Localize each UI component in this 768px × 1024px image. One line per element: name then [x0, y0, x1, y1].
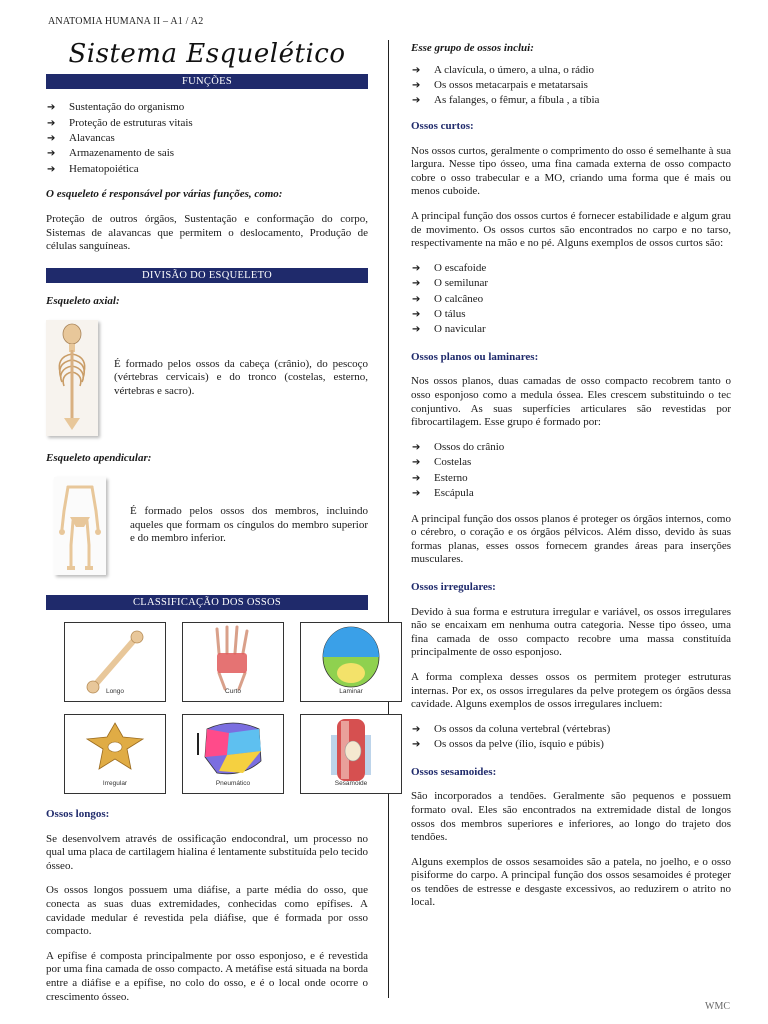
ossos-planos-p2: A principal função dos ossos planos é proteger os órgãos internos, como o cérebro, o coração e os órgãos pélvicos. Além disso, devido às suas formas planas, esses ossos fornecem grandes áreas para inserções musculares.: [411, 512, 731, 566]
left-column: [46, 40, 368, 1015]
ossos-curtos-p2: A principal função dos ossos curtos é fornecer estabilidade e algum grau de movimento. Os ossos curtos são encontrados no carpo e no tarso, respectivamente na mão e no pé. Alguns exemplos de ossos curtos são:: [411, 209, 731, 250]
long-bones-list: [411, 64, 731, 108]
axial-row: [46, 320, 368, 436]
ossos-irregulares-heading: Ossos irregulares:: [411, 580, 496, 593]
list-item: ➔ Sustentação do organismo: [47, 101, 185, 114]
ossos-sesamoides-p2: Alguns exemplos de ossos sesamoides são a patela, no joelho, e o osso pisiforme do carpo. A principal função dos ossos sesamoides é proteger os tendões de estresse e desgaste excessivos, ao reduzirem o atrito no local.: [411, 855, 731, 909]
arrow-right-icon: ➔: [47, 148, 56, 160]
list-item: ➔ O semilunar: [412, 277, 489, 290]
caption-sesamoide: Sesamoide: [334, 779, 368, 787]
group-intro: Esse grupo de ossos inclui:: [411, 42, 534, 54]
list-item: ➔ O escafoide: [412, 261, 487, 274]
arrow-right-icon: ➔: [412, 79, 421, 91]
arrow-right-icon: ➔: [412, 457, 421, 469]
arrow-right-icon: ➔: [412, 262, 421, 274]
ossos-sesamoides-heading: Ossos sesamoides:: [411, 765, 497, 778]
caption-longo: Longo: [105, 687, 125, 695]
arrow-right-icon: ➔: [412, 64, 421, 76]
axial-label: Esqueleto axial:: [46, 295, 120, 308]
arrow-right-icon: ➔: [412, 324, 421, 336]
apend-text: É formado pelos ossos dos membros, incluindo aqueles que formam os cíngulos do membro superior e do membro inferior.: [130, 505, 368, 545]
document-footer: WMC: [705, 1001, 730, 1012]
arrow-right-icon: ➔: [47, 163, 56, 175]
caption-curto: Curto: [225, 687, 241, 695]
list-item: ➔ Ossos do crânio: [412, 440, 505, 453]
arrow-right-icon: ➔: [412, 472, 421, 484]
ossos-planos-heading: Ossos planos ou laminares:: [411, 350, 539, 363]
bone-type-card-longo: [64, 622, 166, 702]
arrow-right-icon: ➔: [412, 293, 421, 305]
bone-type-card-sesamoide: [300, 714, 402, 794]
ossos-sesamoides-p1: São incorporados a tendões. Geralmente são pequenos e possuem formato oval. Eles são encontrados na extremidade distal de longos ossos dos membros superiores e inferiores, ao longo do trajeto dos tendões.: [411, 790, 731, 844]
appendicular-skeleton-image: [54, 477, 106, 575]
section-bar-funcoes: FUNÇÕES: [46, 74, 368, 90]
arrow-right-icon: ➔: [47, 132, 56, 144]
ossos-longos-p1: Se desenvolvem através de ossificação endocondral, um processo no qual uma placa de cartilagem hialina é lentamente substituída pelo tecido ósseo.: [46, 832, 368, 872]
funcoes-list: [46, 101, 368, 176]
flat-bones-list: [411, 441, 731, 501]
bone-type-card-laminar: [300, 622, 402, 702]
caption-irregular: Irregular: [102, 779, 128, 787]
arrow-right-icon: ➔: [412, 739, 421, 751]
ossos-irregulares-p2: A forma complexa desses ossos os permitem proteger estruturas internas. Por ex, os ossos irregulares da pelve protegem os órgãos dessa cavidade. Alguns exemplos de ossos irregulares incluem:: [411, 670, 731, 711]
bone-type-card-pneumatico: [182, 714, 284, 794]
document-header: ANATOMIA HUMANA II – A1 / A2: [48, 16, 204, 27]
page-title: Sistema Esquelético: [68, 39, 346, 69]
apend-label: Esqueleto apendicular:: [46, 451, 152, 464]
arrow-right-icon: ➔: [412, 278, 421, 290]
list-item: ➔ Esterno: [412, 471, 468, 484]
ossos-longos-heading: Ossos longos:: [46, 808, 110, 821]
ossos-curtos-heading: Ossos curtos:: [411, 119, 474, 132]
list-item: ➔ O tálus: [412, 307, 466, 320]
arrow-right-icon: ➔: [47, 102, 56, 114]
list-item: ➔ Os ossos metacarpais e metatarsais: [412, 78, 588, 91]
short-bones-list: [411, 262, 731, 337]
bone-types-grid: [64, 622, 368, 794]
list-item: ➔ O calcâneo: [412, 292, 484, 305]
ossos-longos-p2: Os ossos longos possuem uma diáfise, a parte média do osso, que conecta as suas duas extremidades, conhecidas como epífises. A cavidade medular é revestida pela diáfise, que é formada por osso compacto.: [46, 884, 368, 938]
column-divider: [388, 40, 389, 998]
arrow-right-icon: ➔: [412, 308, 421, 320]
irregular-bones-list: [411, 723, 731, 752]
list-item: ➔ Escápula: [412, 487, 474, 500]
caption-laminar: Laminar: [339, 687, 363, 695]
funcoes-text: Proteção de outros órgãos, Sustentação e conformação do corpo, Sistemas de alavancas que permitem o deslocamento, Produção de células sanguíneas.: [46, 212, 368, 253]
axial-text: É formado pelos ossos da cabeça (crânio), do pescoço (vértebras cervicais) e do tronco (costelas, esterno, vértebras e sacro).: [114, 357, 368, 397]
list-item: ➔ Proteção de estruturas vitais: [47, 116, 193, 129]
caption-pneumatico: Pneumático: [215, 779, 251, 787]
ossos-curtos-p1: Nos ossos curtos, geralmente o comprimento do osso é semelhante à sua largura. Nesse tipo ósseo, uma fina camada externa de osso compacto cobre o osso trabecular e a MO, criando uma forma que é mais ou menos cuboide.: [411, 144, 731, 198]
list-item: ➔ Costelas: [412, 456, 472, 469]
list-item: ➔ O navicular: [412, 323, 486, 336]
ossos-longos-p3: A epífise é composta principalmente por osso esponjoso, e é revestida por uma fina camada de osso compacto. A metáfise está situada na borda entre a diáfise e a epífise, no colo do osso, e é o local onde ocorre o crescimento ósseo.: [46, 949, 368, 1003]
arrow-right-icon: ➔: [412, 441, 421, 453]
apend-row: [46, 477, 368, 575]
list-item: ➔ A clavícula, o úmero, a ulna, o rádio: [412, 63, 595, 76]
right-column: [411, 42, 731, 921]
axial-skeleton-image: [46, 320, 98, 436]
list-item: ➔ Os ossos da pelve (ílio, ísquio e púbis): [412, 738, 604, 751]
funcoes-lead: O esqueleto é responsável por várias funções, como:: [46, 188, 283, 201]
list-item: ➔ Os ossos da coluna vertebral (vértebras): [412, 722, 611, 735]
bone-type-card-curto: [182, 622, 284, 702]
list-item: ➔ Alavancas: [47, 131, 115, 144]
arrow-right-icon: ➔: [412, 723, 421, 735]
ossos-irregulares-p1: Devido à sua forma e estrutura irregular e variável, os ossos irregulares não se encaixam em nenhuma outra categoria. Nesse tipo ósseo, uma fina camada de osso compacto recobre uma massa constituída principalmente de osso esponjoso.: [411, 605, 731, 659]
arrow-right-icon: ➔: [47, 117, 56, 129]
bone-type-card-irregular: [64, 714, 166, 794]
section-bar-divisao: DIVISÃO DO ESQUELETO: [46, 268, 368, 284]
arrow-right-icon: ➔: [412, 488, 421, 500]
list-item: ➔ Armazenamento de sais: [47, 147, 175, 160]
ossos-planos-p1: Nos ossos planos, duas camadas de osso compacto recobrem tanto o osso esponjoso como a medula óssea. Eles crescem substituindo o tec conjuntivo. As suas superfícies articulares são revestidas por fibrocartilagem. Esse grupo é formado por:: [411, 375, 731, 429]
section-bar-classificacao: CLASSIFICAÇÃO DOS OSSOS: [46, 595, 368, 611]
arrow-right-icon: ➔: [412, 95, 421, 107]
list-item: ➔ As falanges, o fêmur, a fíbula , a tíbia: [412, 94, 600, 107]
list-item: ➔ Hematopoiética: [47, 162, 139, 175]
